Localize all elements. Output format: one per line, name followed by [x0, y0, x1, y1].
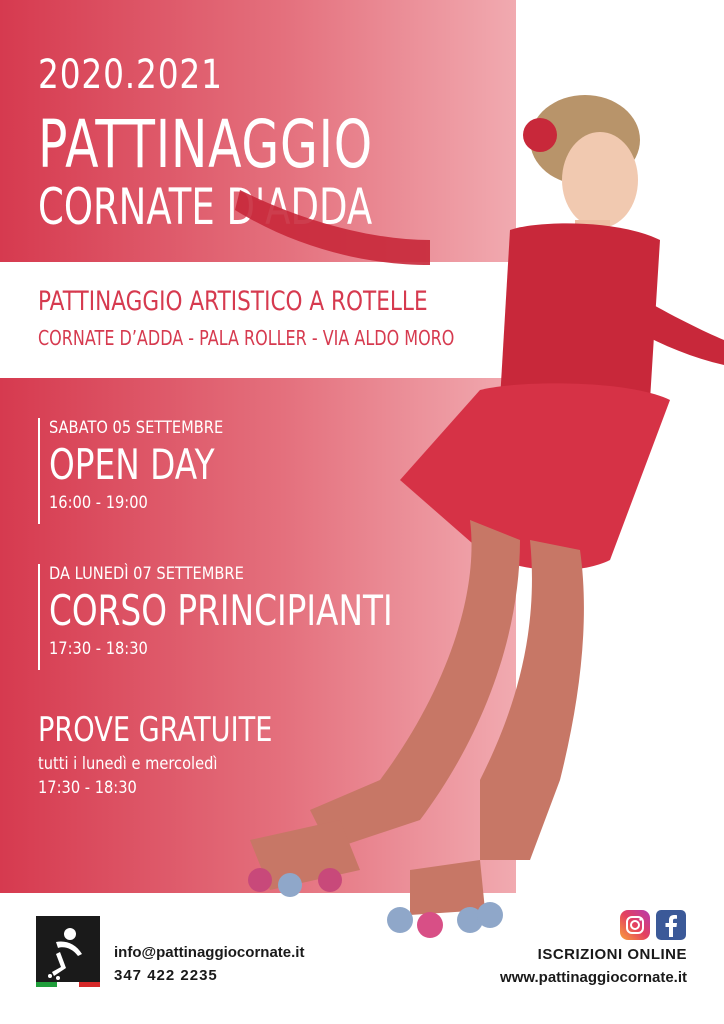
event-time: 17:30 - 18:30	[49, 639, 148, 659]
free-trials-time: 17:30 - 18:30	[38, 778, 137, 798]
poster-subtitle: CORNATE D'ADDA	[38, 178, 373, 236]
open-day-block	[38, 418, 261, 524]
event-date: DA LUNEDÌ 07 SETTEMBRE	[49, 564, 244, 584]
event-name: CORSO PRINCIPIANTI	[49, 586, 393, 635]
event-date: SABATO 05 SETTEMBRE	[49, 418, 224, 438]
event-time: 16:00 - 19:00	[49, 493, 148, 513]
instagram-icon[interactable]	[620, 910, 650, 940]
skater-illustration	[180, 80, 724, 960]
beginner-course-block	[38, 564, 490, 670]
online-signup-label: ISCRIZIONI ONLINE	[537, 946, 687, 963]
facebook-icon[interactable]	[656, 910, 686, 940]
poster-title: PATTINAGGIO	[38, 106, 373, 183]
website-link[interactable]: www.pattinaggiocornate.it	[500, 969, 687, 986]
contact-email-link[interactable]: info@pattinaggiocornate.it	[114, 944, 305, 961]
free-trials-title: PROVE GRATUITE	[38, 710, 273, 750]
club-logo-icon	[36, 916, 100, 984]
season-label: 2020.2021	[38, 52, 223, 98]
band-location: CORNATE D’ADDA - PALA ROLLER - VIA ALDO MORO	[38, 326, 455, 350]
event-name: OPEN DAY	[49, 440, 215, 489]
contact-phone[interactable]: 347 422 2235	[114, 967, 218, 984]
free-trials-block	[38, 710, 331, 798]
free-trials-days: tutti i lunedì e mercoledì	[38, 754, 218, 774]
italian-flag-stripe	[36, 982, 100, 987]
band-heading: PATTINAGGIO ARTISTICO A ROTELLE	[38, 286, 428, 317]
